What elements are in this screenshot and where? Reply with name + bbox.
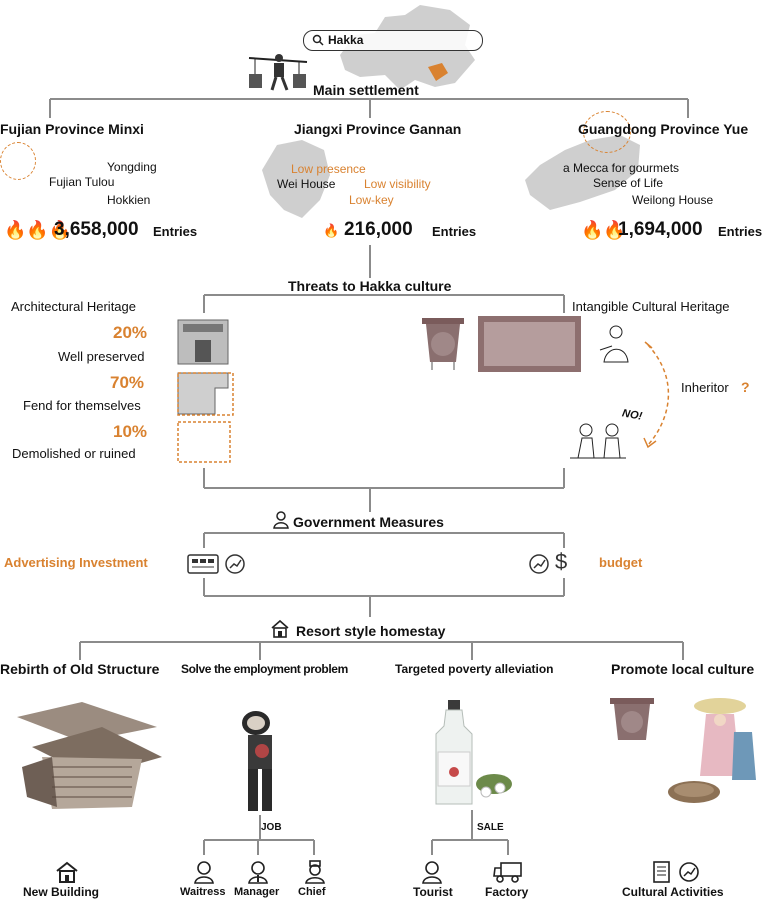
group-label: SALE (477, 822, 504, 833)
outcome-label: Factory (485, 885, 529, 899)
dollar-icon: $ (555, 549, 568, 574)
elder-sketch-icon (596, 324, 632, 364)
waitress-icon (193, 860, 215, 884)
column-title: Targeted poverty alleviation (395, 662, 554, 676)
flame-icon: 🔥 (323, 223, 340, 238)
local-culture-image (608, 696, 758, 808)
outcome-label: Manager (234, 886, 280, 898)
main-settlement-title: Main settlement (313, 82, 419, 98)
outcome-label: Cultural Activities (622, 885, 724, 899)
budget-label: budget (599, 555, 643, 570)
outcome-label: New Building (23, 885, 99, 899)
chef-icon (304, 860, 326, 884)
outcome-label: Tourist (413, 885, 453, 899)
region-title-jiangxi: Jiangxi Province Gannan (294, 121, 462, 137)
entries-label: Entries (153, 224, 198, 239)
search-bar[interactable] (303, 30, 483, 51)
outcome-label: Chief (298, 886, 326, 898)
advertising-label: Advertising Investment (4, 555, 148, 570)
column-title: Solve the employment problem (181, 662, 348, 676)
entries-label: Entries (432, 224, 477, 239)
no-label: NO! (621, 407, 644, 423)
worker-image (238, 705, 284, 815)
region-tag: Sense of Life (593, 176, 664, 190)
ad-board-icon (187, 553, 249, 575)
entries-count: 3,658,000 (54, 219, 139, 240)
percent-label: Well preserved (58, 349, 145, 364)
tourist-icon (421, 860, 443, 884)
drum-image (418, 316, 468, 372)
intangible-heritage-title: Intangible Cultural Heritage (572, 299, 730, 314)
painting-image (478, 316, 581, 372)
percent-value: 20% (113, 323, 148, 342)
truck-icon (493, 861, 523, 883)
region-tag: Wei House (277, 177, 336, 191)
flame-icon: 🔥🔥 (581, 220, 626, 240)
region-title-fujian: Fujian Province Minxi (0, 121, 144, 137)
percent-value: 70% (110, 373, 145, 392)
person-icon (272, 511, 290, 529)
entries-count: 1,694,000 (618, 219, 703, 240)
region-tag: Low presence (291, 162, 366, 176)
government-title: Government Measures (293, 514, 444, 530)
percent-label: Demolished or ruined (12, 446, 136, 461)
question-icon: ? (741, 379, 750, 395)
youth-sketch-icon (568, 420, 628, 462)
search-icon (312, 34, 324, 46)
threats-title: Threats to Hakka culture (288, 278, 452, 294)
region-tag: Low-key (349, 193, 394, 207)
region-tag: Hokkien (107, 193, 151, 207)
group-label: JOB (261, 822, 282, 833)
building-condition-icons (175, 318, 235, 466)
entries-label: Entries (718, 224, 763, 239)
document-icon (652, 861, 702, 883)
outcome-label: Waitress (180, 886, 226, 898)
region-tag: Yongding (107, 160, 157, 174)
region-highlight-circle (0, 142, 36, 180)
region-tag: Weilong House (632, 193, 714, 207)
porter-icon (247, 52, 311, 92)
region-tag: Fujian Tulou (49, 175, 115, 189)
entries-count: 216,000 (344, 219, 413, 240)
inheritor-label: Inheritor (681, 380, 729, 395)
homestay-title: Resort style homestay (296, 623, 446, 639)
liquor-bottle-image (428, 700, 524, 808)
search-input[interactable]: Hakka (328, 33, 364, 47)
manager-icon (247, 860, 269, 884)
region-title-guangdong: Guangdong Province Yue (578, 121, 749, 137)
region-tag: a Mecca for gourmets (563, 161, 680, 175)
chart-icon (528, 552, 576, 576)
percent-value: 10% (113, 422, 148, 441)
region-tag: Low visibility (364, 177, 431, 191)
flame-icon: 🔥🔥🔥 (4, 220, 72, 240)
architectural-heritage-title: Architectural Heritage (11, 299, 136, 314)
house-icon (270, 619, 290, 639)
column-title: Promote local culture (611, 661, 755, 677)
percent-label: Fend for themselves (23, 398, 141, 413)
old-structure-image (12, 697, 162, 815)
column-title: Rebirth of Old Structure (0, 661, 160, 677)
house-icon (55, 860, 79, 884)
